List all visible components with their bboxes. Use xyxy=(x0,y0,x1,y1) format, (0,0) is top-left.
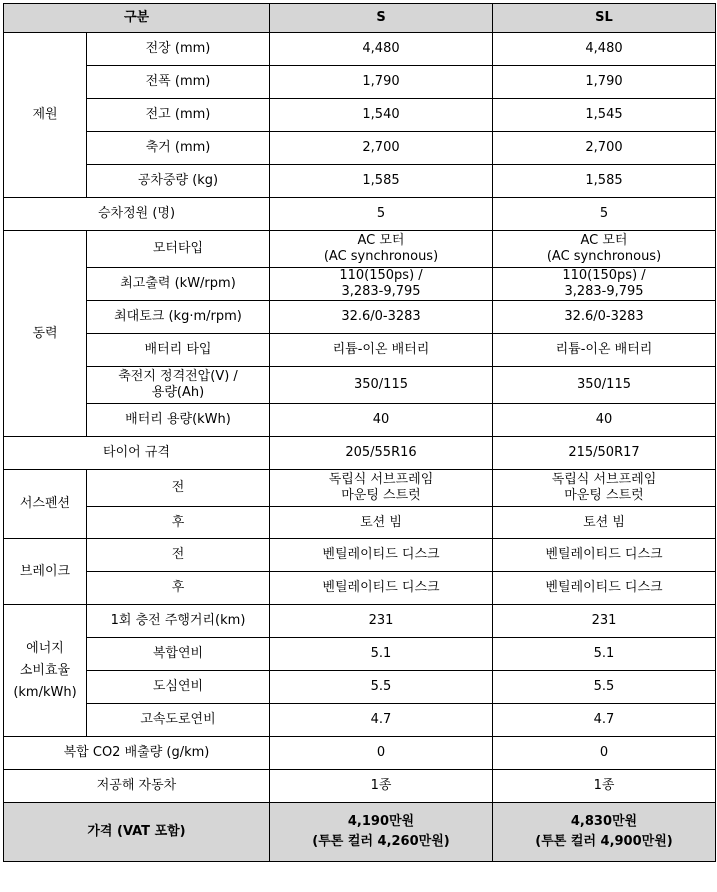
table-row xyxy=(4,132,716,165)
cell-s xyxy=(270,470,493,507)
table-row xyxy=(4,268,716,301)
row-label: 전 xyxy=(87,470,270,507)
table-row xyxy=(4,605,716,638)
group-line: (km/kWh) xyxy=(13,684,77,700)
group-line: 소비효율 xyxy=(19,662,71,678)
group-spec: 제원 xyxy=(4,33,87,198)
cell-s: 0 xyxy=(270,737,493,770)
table-row xyxy=(4,770,716,803)
cell-sl: 5 xyxy=(493,198,716,231)
row-label: 복합연비 xyxy=(87,638,270,671)
table-row xyxy=(4,437,716,470)
table-row xyxy=(4,66,716,99)
label-line: 용량(Ah) xyxy=(151,385,205,400)
row-label: 타이어 규격 xyxy=(4,437,270,470)
row-label: 전장 (mm) xyxy=(87,33,270,66)
label-line: 축전지 정격전압(V) / xyxy=(118,369,238,384)
cell-s: 40 xyxy=(270,404,493,437)
row-label: 모터타입 xyxy=(87,231,270,268)
header-row xyxy=(4,4,716,33)
price-row xyxy=(4,803,716,862)
table-row xyxy=(4,470,716,507)
cell-s: 205/55R16 xyxy=(270,437,493,470)
cell-s: 토션 빔 xyxy=(270,507,493,539)
cell-line: 110(150ps) / xyxy=(339,268,423,283)
row-label: 도심연비 xyxy=(87,671,270,704)
cell-s: 2,700 xyxy=(270,132,493,165)
cell-s: 32.6/0-3283 xyxy=(270,301,493,334)
table-row xyxy=(4,99,716,132)
cell-line: 110(150ps) / xyxy=(562,268,646,283)
cell-sl: 토션 빔 xyxy=(493,507,716,539)
group-energy xyxy=(4,605,87,737)
cell-line: 독립식 서브프레임 xyxy=(551,472,657,487)
row-label: 후 xyxy=(87,572,270,605)
cell-s: 5.1 xyxy=(270,638,493,671)
cell-line: 3,283-9,795 xyxy=(564,284,644,299)
table-row xyxy=(4,671,716,704)
row-label: 배터리 타입 xyxy=(87,334,270,367)
table-row xyxy=(4,507,716,539)
cell-sl: 215/50R17 xyxy=(493,437,716,470)
cell-s: 벤틸레이티드 디스크 xyxy=(270,539,493,572)
price-line: 4,190만원 xyxy=(347,814,415,829)
cell-line: 독립식 서브프레임 xyxy=(328,472,434,487)
row-label: 복합 CO2 배출량 (g/km) xyxy=(4,737,270,770)
cell-sl: 1,585 xyxy=(493,165,716,198)
cell-line: 마운팅 스트럿 xyxy=(341,488,421,503)
cell-s: 5 xyxy=(270,198,493,231)
row-label: 최고출력 (kW/rpm) xyxy=(87,268,270,301)
table-row xyxy=(4,737,716,770)
table-row xyxy=(4,704,716,737)
row-label: 최대토크 (kg·m/rpm) xyxy=(87,301,270,334)
row-label: 승차정원 (명) xyxy=(4,198,270,231)
cell-sl: 벤틸레이티드 디스크 xyxy=(493,539,716,572)
group-power: 동력 xyxy=(4,231,87,437)
cell-sl: 1,790 xyxy=(493,66,716,99)
cell-sl: 4,480 xyxy=(493,33,716,66)
row-label: 축거 (mm) xyxy=(87,132,270,165)
row-label: 배터리 용량(kWh) xyxy=(87,404,270,437)
cell-s: 1,790 xyxy=(270,66,493,99)
cell-sl: 5.5 xyxy=(493,671,716,704)
cell-sl: 1종 xyxy=(493,770,716,803)
price-s xyxy=(270,803,493,862)
group-line: 에너지 xyxy=(26,640,64,656)
table-row xyxy=(4,638,716,671)
cell-sl: 4.7 xyxy=(493,704,716,737)
cell-line: 3,283-9,795 xyxy=(341,284,421,299)
group-brake: 브레이크 xyxy=(4,539,87,605)
cell-s: 4,480 xyxy=(270,33,493,66)
cell-line: (AC synchronous) xyxy=(546,249,662,264)
price-sl xyxy=(493,803,716,862)
cell-sl: 231 xyxy=(493,605,716,638)
table-row xyxy=(4,301,716,334)
cell-line: 마운팅 스트럿 xyxy=(564,488,644,503)
row-label: 전 xyxy=(87,539,270,572)
cell-line: (AC synchronous) xyxy=(323,249,439,264)
header-sl: SL xyxy=(493,4,716,33)
cell-sl: 5.1 xyxy=(493,638,716,671)
cell-s: 1,540 xyxy=(270,99,493,132)
cell-s xyxy=(270,268,493,301)
price-line: 4,830만원 xyxy=(570,814,638,829)
cell-s: 5.5 xyxy=(270,671,493,704)
cell-s: 350/115 xyxy=(270,367,493,404)
cell-sl xyxy=(493,470,716,507)
price-line: (투톤 컬러 4,900만원) xyxy=(535,834,673,849)
cell-line: AC 모터 xyxy=(357,233,405,248)
header-s: S xyxy=(270,4,493,33)
cell-sl: 벤틸레이티드 디스크 xyxy=(493,572,716,605)
price-line: (투톤 컬러 4,260만원) xyxy=(312,834,450,849)
cell-sl: 32.6/0-3283 xyxy=(493,301,716,334)
cell-s: 1종 xyxy=(270,770,493,803)
group-suspension: 서스펜션 xyxy=(4,470,87,539)
row-label: 1회 충전 주행거리(km) xyxy=(87,605,270,638)
cell-sl: 40 xyxy=(493,404,716,437)
cell-sl: 2,700 xyxy=(493,132,716,165)
cell-sl: 350/115 xyxy=(493,367,716,404)
spec-table xyxy=(3,3,716,862)
cell-s xyxy=(270,231,493,268)
cell-s: 4.7 xyxy=(270,704,493,737)
table-row xyxy=(4,198,716,231)
table-row xyxy=(4,572,716,605)
cell-s: 231 xyxy=(270,605,493,638)
cell-sl xyxy=(493,268,716,301)
cell-sl: 리튬-이온 배터리 xyxy=(493,334,716,367)
table-row xyxy=(4,539,716,572)
cell-s: 1,585 xyxy=(270,165,493,198)
table-row xyxy=(4,404,716,437)
row-label: 후 xyxy=(87,507,270,539)
table-row xyxy=(4,33,716,66)
row-label: 전폭 (mm) xyxy=(87,66,270,99)
row-label: 고속도로연비 xyxy=(87,704,270,737)
cell-s: 벤틸레이티드 디스크 xyxy=(270,572,493,605)
table-row xyxy=(4,334,716,367)
price-label: 가격 (VAT 포함) xyxy=(4,803,270,862)
table-row xyxy=(4,367,716,404)
header-category: 구분 xyxy=(4,4,270,33)
table-row xyxy=(4,231,716,268)
cell-sl: 1,545 xyxy=(493,99,716,132)
row-label: 공차중량 (kg) xyxy=(87,165,270,198)
row-label: 저공해 자동차 xyxy=(4,770,270,803)
row-label xyxy=(87,367,270,404)
cell-sl: 0 xyxy=(493,737,716,770)
table-row xyxy=(4,165,716,198)
row-label: 전고 (mm) xyxy=(87,99,270,132)
cell-sl xyxy=(493,231,716,268)
cell-line: AC 모터 xyxy=(580,233,628,248)
cell-s: 리튬-이온 배터리 xyxy=(270,334,493,367)
